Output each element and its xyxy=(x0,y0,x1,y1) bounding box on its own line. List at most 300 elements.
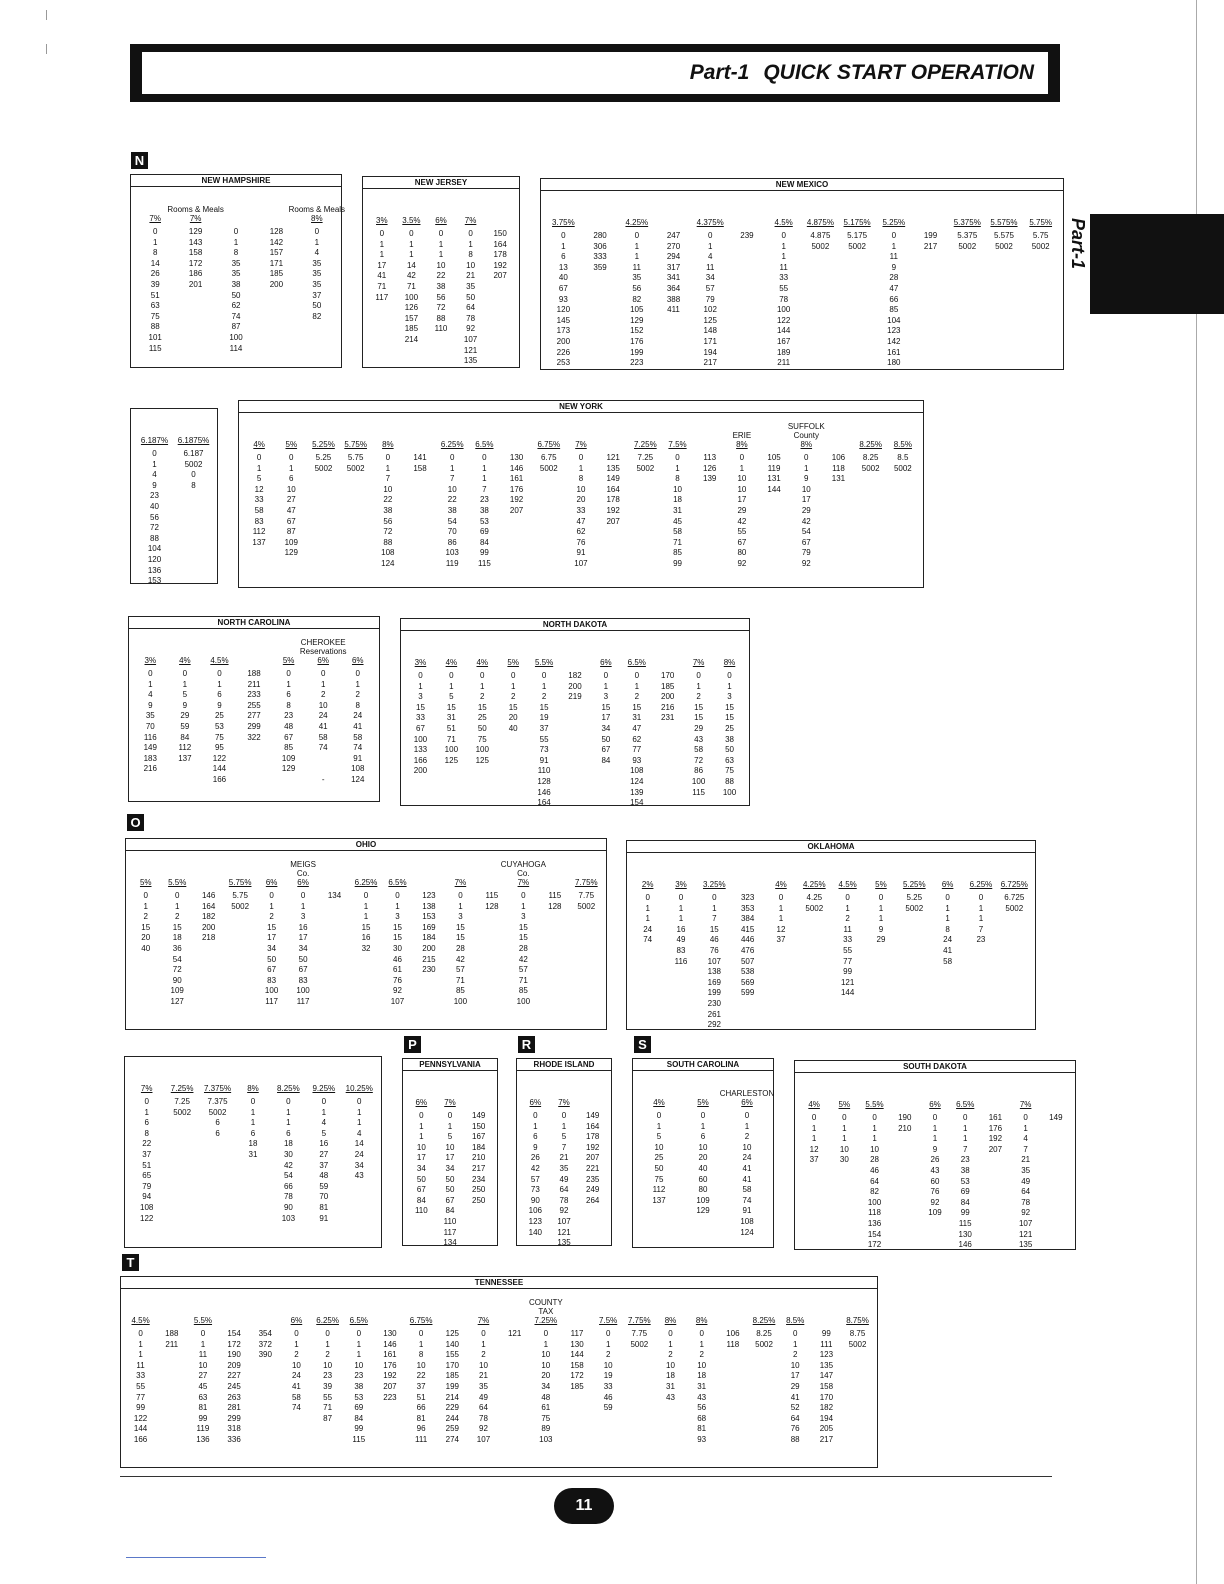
table-value: 55 xyxy=(539,734,549,744)
table-value: 6 xyxy=(700,1132,706,1142)
table-value: 183 xyxy=(143,753,157,763)
table-value: 6 xyxy=(217,690,222,700)
table-value: 100 xyxy=(296,986,310,996)
table-value: 40 xyxy=(698,1163,708,1173)
header-text: 8.25% xyxy=(859,440,882,449)
header-text: 5.75% xyxy=(1029,218,1053,227)
table-value: 192 xyxy=(988,1134,1003,1144)
table-value: 1 xyxy=(932,1134,938,1144)
table-value: 1 xyxy=(395,901,400,911)
header-text: 4% xyxy=(808,1100,820,1109)
table-value: 49 xyxy=(479,1392,488,1402)
table-value: 122 xyxy=(140,1213,154,1223)
table-value: 34 xyxy=(298,943,308,953)
table-value: 67 xyxy=(286,516,296,526)
table-value: 235 xyxy=(586,1174,600,1184)
rate-column xyxy=(829,1075,859,1166)
table-value: 70 xyxy=(447,527,457,537)
table-value: 1 xyxy=(603,681,609,691)
rate-column xyxy=(436,1073,465,1249)
table-value: 100 xyxy=(516,996,531,1006)
table-value: 138 xyxy=(707,967,721,977)
table-value: 139 xyxy=(630,787,644,797)
column-header xyxy=(352,631,364,665)
table-value: 8.25 xyxy=(862,453,879,462)
table-value: 28 xyxy=(518,943,528,953)
table-value: 92 xyxy=(1021,1208,1031,1218)
table-value: 20 xyxy=(576,495,586,505)
column-header xyxy=(283,631,295,665)
table-value: 85 xyxy=(518,986,528,996)
table-value: 2 xyxy=(174,912,180,922)
table-value: 69 xyxy=(960,1187,970,1197)
table-value: 14 xyxy=(354,1139,364,1149)
table-value: 1 xyxy=(409,239,414,249)
table-value: 10 xyxy=(673,484,682,494)
header-text: 8% xyxy=(247,1084,259,1093)
table-value: 192 xyxy=(509,495,524,505)
table-value: 149 xyxy=(1049,1113,1063,1122)
table-value: 81 xyxy=(697,1424,707,1434)
table-value: 176 xyxy=(383,1360,397,1370)
header-text: 7.75% xyxy=(627,1316,651,1325)
header-text: 6% xyxy=(529,1098,542,1107)
table-value: 0 xyxy=(355,669,360,678)
header-text: 4% xyxy=(476,658,489,667)
table-value: 15 xyxy=(172,922,182,932)
rate-column xyxy=(560,633,591,703)
table-value: 229 xyxy=(445,1403,459,1413)
table-title: NORTH CAROLINA xyxy=(129,617,379,629)
table-value: 0 xyxy=(481,1329,486,1338)
table-value: 34 xyxy=(705,273,715,283)
column-header xyxy=(865,1075,883,1109)
rate-column xyxy=(437,1291,468,1446)
table-oh xyxy=(125,838,607,1030)
column-header xyxy=(875,855,887,889)
table-value: 0 xyxy=(482,453,487,462)
table-value: 21 xyxy=(559,1153,569,1163)
header-text: 8% xyxy=(736,440,748,449)
table-value: 65 xyxy=(142,1171,152,1181)
table-value: 12 xyxy=(809,1144,819,1154)
table-value: 415 xyxy=(740,924,755,934)
table-value: 118 xyxy=(832,463,845,473)
table-value: 29 xyxy=(801,505,811,515)
table-value: 1 xyxy=(668,1339,673,1349)
table-value: 4 xyxy=(148,690,153,700)
table-value: 4.25 xyxy=(806,893,823,902)
table-value: 56 xyxy=(150,512,159,522)
table-value: 64 xyxy=(559,1185,569,1195)
table-value: 31 xyxy=(632,713,642,723)
table-value: 109 xyxy=(696,1195,710,1205)
table-value: 22 xyxy=(436,271,446,281)
header-text: 8.25% xyxy=(752,1316,776,1325)
header-text: 6.1875% xyxy=(177,436,210,445)
column-header xyxy=(312,1059,335,1093)
table-value: 28 xyxy=(455,943,465,953)
column-header xyxy=(290,853,316,887)
table-value: 1 xyxy=(481,1339,486,1349)
column-header xyxy=(312,415,335,449)
rate-column xyxy=(698,855,731,1031)
table-value: 0 xyxy=(510,671,516,680)
table-value: 84 xyxy=(960,1197,970,1207)
table-title: NORTH DAKOTA xyxy=(401,619,749,631)
table-value: 43 xyxy=(930,1165,940,1175)
table-value: 108 xyxy=(630,766,644,776)
table-value: 135 xyxy=(1018,1240,1033,1250)
table-value: 1 xyxy=(712,903,717,913)
header-text: 5% xyxy=(282,656,295,665)
side-tab xyxy=(1090,214,1224,314)
table-value: 2 xyxy=(605,1350,611,1360)
header-text: 5.5% xyxy=(534,658,554,667)
table-value: 4 xyxy=(314,248,320,258)
table-value: 83 xyxy=(298,975,308,985)
table-value: 58 xyxy=(673,527,682,537)
table-value: 390 xyxy=(258,1350,272,1360)
table-value: 158 xyxy=(413,463,427,473)
table-value: 5002 xyxy=(630,1339,649,1349)
header-text: 6% xyxy=(265,878,278,887)
header-text: 5.5% xyxy=(193,1316,213,1325)
table-value: 99 xyxy=(479,548,489,558)
table-value: 107 xyxy=(390,996,405,1006)
table-value: 35 xyxy=(312,269,322,279)
table-value: 119 xyxy=(445,558,459,568)
table-value: 10 xyxy=(198,1360,208,1370)
column-header xyxy=(388,853,406,887)
table-value: 67 xyxy=(298,965,308,975)
table-value: 5002 xyxy=(184,459,203,469)
table-value: 142 xyxy=(887,336,901,346)
table-value: 0 xyxy=(543,1329,549,1338)
rate-column xyxy=(714,633,745,798)
table-value: 5002 xyxy=(636,463,655,473)
table-value: 8.25 xyxy=(756,1329,772,1338)
table-value: 199 xyxy=(707,988,721,998)
table-value: 93 xyxy=(632,755,642,765)
header-text: 7% xyxy=(575,440,587,449)
table-value: 109 xyxy=(281,753,296,763)
rate-column xyxy=(618,193,655,369)
table-value: 58 xyxy=(318,732,328,742)
table-value: 129 xyxy=(284,548,298,558)
table-value: 1 xyxy=(458,901,463,911)
header-text: 5% xyxy=(838,1100,851,1109)
table-value: 2 xyxy=(269,912,274,922)
table-value: 0 xyxy=(872,1113,877,1122)
table-value: 20 xyxy=(698,1153,708,1163)
table-value: 121 xyxy=(557,1227,571,1237)
table-value: 0 xyxy=(561,231,566,240)
column-header xyxy=(929,1075,941,1109)
table-value: 57 xyxy=(705,283,715,293)
table-value: 10 xyxy=(436,260,446,270)
column-header xyxy=(416,1073,428,1107)
table-value: 1 xyxy=(727,681,732,691)
table-value: 170 xyxy=(661,671,675,680)
table-value: 185 xyxy=(445,1371,459,1381)
table-value: 1 xyxy=(845,903,850,913)
rate-column xyxy=(758,415,790,495)
table-value: 209 xyxy=(227,1360,241,1370)
table-value: 188 xyxy=(165,1329,179,1338)
header-text: 3.25% xyxy=(702,880,726,889)
table-value: 323 xyxy=(740,893,755,902)
table-value: 93 xyxy=(697,1434,707,1444)
table-nj xyxy=(362,176,520,368)
column-header xyxy=(350,1291,368,1325)
table-value: 108 xyxy=(351,764,365,774)
rate-column xyxy=(799,1075,829,1166)
column-header xyxy=(575,415,587,449)
table-value: 92 xyxy=(479,1424,488,1434)
table-value: 164 xyxy=(586,1121,600,1131)
header-text: 7.5% xyxy=(668,440,687,449)
table-value: 1 xyxy=(708,241,713,251)
table-value: 49 xyxy=(1021,1176,1031,1186)
table-value: 15 xyxy=(267,922,277,932)
table-value: 1 xyxy=(675,463,680,473)
table-value: 64 xyxy=(1021,1187,1031,1197)
table-value: 5002 xyxy=(1031,241,1050,251)
table-value: 146 xyxy=(509,463,524,473)
table-value: 223 xyxy=(383,1392,397,1402)
table-value: 146 xyxy=(201,891,216,900)
rate-column xyxy=(202,631,237,786)
rate-column xyxy=(243,415,275,548)
table-value: 62 xyxy=(576,527,586,537)
table-value: 64 xyxy=(466,303,476,313)
table-value: 250 xyxy=(472,1195,486,1205)
column-header xyxy=(382,415,394,449)
table-value: 54 xyxy=(283,1171,293,1181)
table-value: 155 xyxy=(445,1350,459,1360)
column-header xyxy=(642,855,654,889)
column-header xyxy=(410,1291,433,1325)
table-value: 5 xyxy=(449,692,454,702)
table-value: 8 xyxy=(675,474,680,484)
table-value: 157 xyxy=(404,313,419,323)
rate-column xyxy=(681,1073,725,1217)
table-value: 53 xyxy=(354,1392,364,1402)
table-value: 10 xyxy=(541,1350,551,1360)
table-value: 199 xyxy=(630,347,644,357)
table-value: 0 xyxy=(418,671,423,680)
table-value: 94 xyxy=(142,1192,152,1202)
table-value: 244 xyxy=(445,1413,459,1423)
rate-column xyxy=(250,1291,281,1361)
rate-column xyxy=(288,189,346,322)
table-value: 216 xyxy=(143,764,157,774)
table-value: 10 xyxy=(737,484,747,494)
rate-column xyxy=(129,1059,164,1224)
table-value: 0 xyxy=(449,453,455,462)
rate-column xyxy=(271,1059,306,1224)
table-value: 126 xyxy=(703,463,717,473)
table-value: 67 xyxy=(558,283,568,293)
table-value: 147 xyxy=(819,1371,834,1381)
table-value: 1 xyxy=(792,1339,798,1349)
rate-column xyxy=(200,1059,235,1139)
table-value: 29 xyxy=(790,1381,800,1391)
header-text: 4% xyxy=(253,440,265,449)
table-value: 35 xyxy=(312,279,322,289)
table-value: 67 xyxy=(416,723,425,733)
table-value: 128 xyxy=(548,901,562,911)
rate-column xyxy=(405,633,436,777)
table-value: 120 xyxy=(147,554,162,564)
table-value: 91 xyxy=(539,755,549,765)
table-value: 0 xyxy=(1023,1113,1028,1122)
table-value: 5002 xyxy=(958,241,977,251)
table-value: 0 xyxy=(634,671,640,680)
table-value: 6 xyxy=(215,1128,220,1138)
table-value: 0 xyxy=(191,470,196,480)
table-value: 3 xyxy=(458,912,463,922)
table-value: 129 xyxy=(630,315,644,325)
table-value: 107 xyxy=(1018,1218,1033,1228)
table-value: 6 xyxy=(144,1118,149,1128)
table-value: 1 xyxy=(356,1350,362,1360)
column-header xyxy=(1020,1075,1032,1109)
rate-column xyxy=(652,633,683,724)
table-value: 107 xyxy=(476,1434,491,1444)
table-value: 0 xyxy=(385,453,391,462)
table-value: 211 xyxy=(247,679,261,689)
header-text: 6% xyxy=(435,216,447,225)
table-value: 250 xyxy=(472,1185,486,1195)
table-value: 42 xyxy=(455,954,465,964)
table-value: 89 xyxy=(541,1424,551,1434)
table-value: 4 xyxy=(708,252,713,262)
table-value: 17 xyxy=(601,713,611,723)
header-text: 8% xyxy=(382,440,394,449)
table-value: 5 xyxy=(561,1132,567,1142)
header-text: Reservations xyxy=(299,647,347,656)
rate-column xyxy=(798,855,831,914)
table-value: 0 xyxy=(891,231,897,240)
table-value: 41 xyxy=(353,721,363,731)
header-title: QUICK START OPERATION xyxy=(763,61,1034,84)
table-value: 164 xyxy=(606,484,620,494)
table-value: 56 xyxy=(383,516,393,526)
header-text: 6% xyxy=(317,656,329,665)
header-text: 3% xyxy=(414,658,427,667)
rate-column xyxy=(964,855,997,946)
table-value: 54 xyxy=(447,516,457,526)
table-value: 119 xyxy=(196,1424,210,1434)
table-value: 270 xyxy=(666,241,681,251)
header-text: 4.5% xyxy=(838,880,857,889)
table-value: 200 xyxy=(413,766,428,776)
column-header xyxy=(247,1059,259,1093)
table-value: 0 xyxy=(418,1329,424,1338)
table-value: 115 xyxy=(148,343,162,353)
table-value: 92 xyxy=(801,558,811,568)
table-value: 0 xyxy=(438,229,444,238)
table-value: 121 xyxy=(463,345,478,355)
table-value: 50 xyxy=(725,745,734,755)
table-value: 507 xyxy=(740,956,755,966)
table-value: 93 xyxy=(558,294,568,304)
table-value: 12 xyxy=(254,484,264,494)
table-value: 115 xyxy=(958,1218,972,1228)
header-text: Rooms & Meals xyxy=(167,205,224,214)
table-value: 0 xyxy=(286,1097,291,1106)
table-value: 8 xyxy=(945,924,950,934)
column-header xyxy=(697,1073,709,1107)
header-text: 7% xyxy=(517,878,530,887)
table-value: 42 xyxy=(801,516,811,526)
table-value: 172 xyxy=(867,1240,882,1250)
column-header xyxy=(376,191,388,225)
table-value: 192 xyxy=(383,1371,397,1381)
table-value: 5.25 xyxy=(906,893,923,902)
table-value: 149 xyxy=(143,743,157,753)
table-value: 1 xyxy=(541,681,547,691)
column-header xyxy=(634,415,657,449)
table-value: 122 xyxy=(776,315,791,325)
table-value: 53 xyxy=(960,1176,970,1186)
table-value: 8 xyxy=(355,700,360,710)
table-value: 17 xyxy=(377,260,387,270)
table-value: 64 xyxy=(870,1176,879,1186)
table-value: 37 xyxy=(776,935,786,945)
table-value: 1 xyxy=(449,681,454,691)
table-value: 50 xyxy=(601,734,611,744)
column-header xyxy=(808,1075,820,1109)
table-value: 0 xyxy=(712,893,717,902)
table-value: 5002 xyxy=(173,1107,192,1117)
table-value: 7 xyxy=(978,924,984,934)
table-value: 129 xyxy=(188,227,203,236)
table-value: 75 xyxy=(654,1174,664,1184)
table-value: 9 xyxy=(152,480,157,490)
table-value: 107 xyxy=(557,1216,571,1226)
table-value: 1 xyxy=(521,901,526,911)
table-value: 15 xyxy=(725,713,734,723)
table-value: 264 xyxy=(586,1195,600,1205)
header-text: 5% xyxy=(139,878,152,887)
column-header xyxy=(465,191,477,225)
rate-column xyxy=(811,1291,842,1446)
table-value: 18 xyxy=(666,1371,675,1381)
table-value: 2 xyxy=(320,690,326,700)
table-value: 30 xyxy=(839,1155,849,1165)
table-value: 20 xyxy=(141,933,151,943)
column-header xyxy=(131,1291,149,1325)
table-value: 0 xyxy=(792,1329,798,1338)
rate-column xyxy=(130,853,161,955)
table-value: 1 xyxy=(699,1339,704,1349)
table-value: 1 xyxy=(294,1339,299,1349)
table-value: 154 xyxy=(227,1329,241,1338)
table-value: 11 xyxy=(779,262,788,272)
table-value: 76 xyxy=(930,1187,940,1197)
table-value: 150 xyxy=(493,229,507,238)
table-value: 10 xyxy=(323,1360,333,1370)
table-value: 60 xyxy=(698,1174,708,1184)
table-value: 341 xyxy=(666,273,681,283)
table-value: 58 xyxy=(943,956,953,966)
rate-column xyxy=(350,853,381,955)
bottom-rule xyxy=(126,1557,266,1558)
table-value: 169 xyxy=(422,922,436,932)
